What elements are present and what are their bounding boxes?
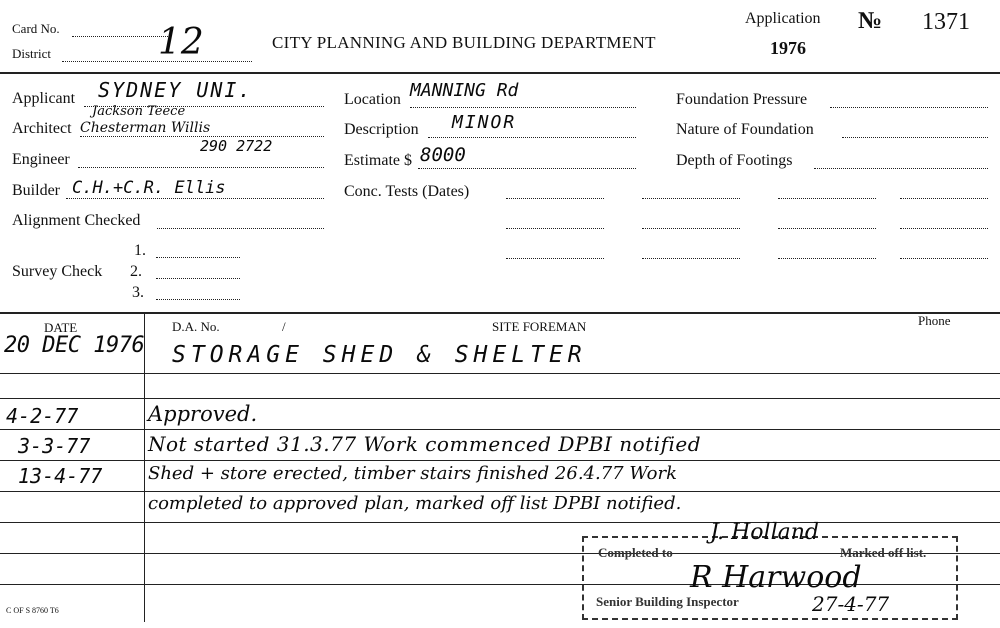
da-header: D.A. No. xyxy=(172,319,220,334)
architect-note: Jackson Teece xyxy=(92,104,186,119)
application-year: 1976 xyxy=(770,38,806,58)
conc-test-field-10[interactable] xyxy=(900,198,988,199)
foundation-pressure-label: Foundation Pressure xyxy=(676,91,808,108)
application-label: Application xyxy=(745,10,821,27)
phone-header: Phone xyxy=(918,313,951,328)
conc-test-field-9[interactable] xyxy=(778,258,876,259)
description-value: MINOR xyxy=(452,112,517,133)
log-row-line xyxy=(0,398,1000,399)
applicant-value: SYDNEY UNI. xyxy=(98,78,253,102)
builder-value: C.H.+C.R. Ellis xyxy=(72,178,226,198)
log-entry-date: 13-4-77 xyxy=(18,464,103,488)
conc-test-field-12[interactable] xyxy=(900,258,988,259)
log-row-line xyxy=(0,460,1000,461)
survey-label: Survey Check xyxy=(12,263,103,280)
conc-test-field-11[interactable] xyxy=(900,228,988,229)
conc-test-field-7[interactable] xyxy=(778,198,876,199)
description-label: Description xyxy=(344,121,419,138)
log-entry-text: completed to approved plan, marked off list DPBI notified. xyxy=(148,493,682,514)
applicant-label: Applicant xyxy=(12,90,76,107)
conc-test-field-2[interactable] xyxy=(506,228,604,229)
da-slash: / xyxy=(282,319,286,334)
log-row-line xyxy=(0,491,1000,492)
alignment-field[interactable] xyxy=(157,228,324,229)
survey-item-2: 2. xyxy=(130,263,142,280)
conc-test-field-8[interactable] xyxy=(778,228,876,229)
builder-field[interactable] xyxy=(66,198,324,199)
conc-test-field-1[interactable] xyxy=(506,198,604,199)
date-column-divider xyxy=(144,312,145,622)
conc-test-field-4[interactable] xyxy=(642,198,740,199)
log-top-rule xyxy=(0,312,1000,314)
log-entry-date: 4-2-77 xyxy=(6,404,79,428)
conc-test-field-6[interactable] xyxy=(642,258,740,259)
survey-field-2[interactable] xyxy=(156,278,240,279)
survey-field-1[interactable] xyxy=(156,257,240,258)
survey-field-3[interactable] xyxy=(156,299,240,300)
architect-value: Chesterman Willis xyxy=(80,120,211,136)
number-symbol: № xyxy=(858,8,883,34)
log-entry-date: 20 DEC 1976 xyxy=(4,333,145,358)
stamp-inspector-label: Senior Building Inspector xyxy=(596,594,739,609)
application-number: 1371 xyxy=(922,9,970,35)
engineer-field[interactable] xyxy=(78,167,324,168)
survey-item-3: 3. xyxy=(132,284,144,301)
log-entry-text: Shed + store erected, timber stairs finished 26.4.77 Work xyxy=(148,463,677,484)
log-entry-text: STORAGE SHED & SHELTER xyxy=(172,342,587,368)
card-no-label: Card No. xyxy=(12,21,60,36)
date-header: DATE xyxy=(44,320,78,335)
nature-foundation-field[interactable] xyxy=(842,137,988,138)
stamp-date: 27-4-77 xyxy=(812,592,890,616)
depth-footings-label: Depth of Footings xyxy=(676,152,793,169)
stamp-marked-label: Marked off list. xyxy=(840,545,927,560)
district-value: 12 xyxy=(158,22,204,63)
log-entry-text: Approved. xyxy=(148,402,258,426)
conc-tests-label: Conc. Tests (Dates) xyxy=(344,183,470,200)
log-row-line xyxy=(0,429,1000,430)
log-entry-date: 3-3-77 xyxy=(18,434,91,458)
builder-label: Builder xyxy=(12,182,60,199)
foundation-pressure-field[interactable] xyxy=(830,107,988,108)
estimate-value: 8000 xyxy=(420,144,466,166)
log-row-line xyxy=(0,373,1000,374)
card-no-field[interactable] xyxy=(72,36,168,37)
district-field[interactable] xyxy=(62,61,252,62)
location-value: MANNING Rd xyxy=(410,80,519,101)
nature-foundation-label: Nature of Foundation xyxy=(676,121,814,138)
estimate-label: Estimate $ xyxy=(344,152,412,169)
conc-test-field-5[interactable] xyxy=(642,228,740,229)
alignment-label: Alignment Checked xyxy=(12,212,141,229)
conc-test-field-3[interactable] xyxy=(506,258,604,259)
survey-item-1: 1. xyxy=(134,242,146,259)
header-rule xyxy=(0,72,1000,74)
depth-footings-field[interactable] xyxy=(814,168,988,169)
stamp-signature-top: J. Holland xyxy=(710,520,819,545)
department-title: CITY PLANNING AND BUILDING DEPARTMENT xyxy=(272,33,656,52)
district-label: District xyxy=(12,46,51,61)
stamp-signature-bottom: R Harwood xyxy=(690,560,862,595)
location-field[interactable] xyxy=(410,107,636,108)
site-foreman-header: SITE FOREMAN xyxy=(492,319,587,334)
estimate-field[interactable] xyxy=(418,168,636,169)
architect-phone: 290 2722 xyxy=(200,137,273,155)
description-field[interactable] xyxy=(428,137,636,138)
architect-label: Architect xyxy=(12,120,72,137)
engineer-label: Engineer xyxy=(12,151,70,168)
stamp-completed-label: Completed to xyxy=(598,545,673,560)
log-row-line xyxy=(0,522,1000,523)
location-label: Location xyxy=(344,91,401,108)
log-entry-text: Not started 31.3.77 Work commenced DPBI notified xyxy=(148,432,702,456)
form-code: C OF S 8760 T6 xyxy=(6,606,59,615)
